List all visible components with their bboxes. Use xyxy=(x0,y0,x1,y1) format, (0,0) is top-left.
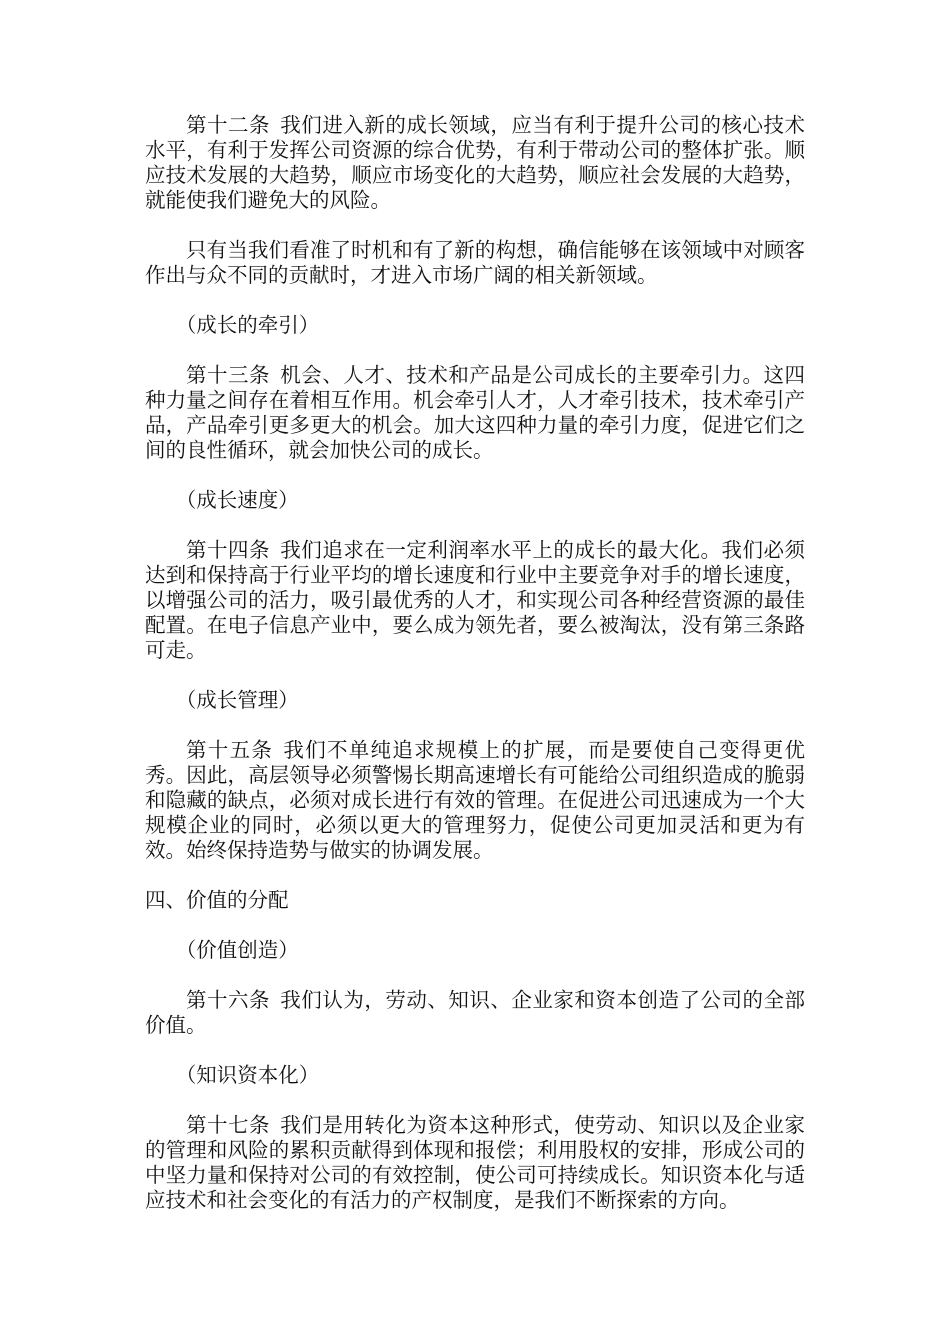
clause-text: 我们是用转化为资本这种形式，使劳动、知识以及企业家的管理和风险的累积贡献得到体现和报偿；利用股权的安排，形成公司的中坚力量和保持对公司的有效控制，使公司可持续成长。知识资本化与适应技术和社会变化的有活力的产权制度，是我们不断探索的方向。 xyxy=(145,1113,806,1212)
clause-text: 我们进入新的成长领域，应当有利于提升公司的核心技术水平，有利于发挥公司资源的综合优势，有利于带动公司的整体扩张。顺应技术发展的大趋势，顺应市场变化的大趋势，顺应社会发展的大趋势，就能使我们避免大的风险。 xyxy=(145,113,806,212)
section-heading-value-distribution: 四、价值的分配 xyxy=(145,888,289,912)
clause-14 xyxy=(145,538,805,663)
clause-16 xyxy=(145,988,805,1038)
subheading-growth-speed: （成长速度） xyxy=(175,488,299,512)
clause-12 xyxy=(145,113,805,213)
clause-text: 我们不单纯追求规模上的扩展，而是要使自己变得更优秀。因此，高层领导必须警惕长期高速增长有可能给公司组织造成的脆弱和隐藏的缺点，必须对成长进行有效的管理。在促进公司迅速成为一个大规模企业的同时，必须以更大的管理努力，促使公司更加灵活和更为有效。始终保持造势与做实的协调发展。 xyxy=(145,738,806,862)
clause-number: 第十七条 xyxy=(186,1113,271,1137)
subheading-growth-traction: （成长的牵引） xyxy=(175,313,320,337)
clause-number: 第十三条 xyxy=(186,363,271,387)
clause-text: 机会、人才、技术和产品是公司成长的主要牵引力。这四种力量之间存在着相互作用。机会牵引人才，人才牵引技术，技术牵引产品，产品牵引更多更大的机会。加大这四种力量的牵引力度，促进它们之间的良性循环，就会加快公司的成长。 xyxy=(145,363,806,462)
clause-number: 第十五条 xyxy=(186,738,274,762)
clause-number: 第十二条 xyxy=(186,113,271,137)
clause-13 xyxy=(145,363,805,463)
paragraph: 只有当我们看准了时机和有了新的构想，确信能够在该领域中对顾客作出与众不同的贡献时，才进入市场广阔的相关新领域。 xyxy=(145,238,805,287)
subheading-value-creation: （价值创造） xyxy=(175,938,299,962)
clause-number: 第十四条 xyxy=(186,538,271,562)
document-page xyxy=(145,113,805,1238)
clause-15 xyxy=(145,738,805,863)
clause-text: 我们认为，劳动、知识、企业家和资本创造了公司的全部价值。 xyxy=(145,988,806,1037)
clause-17 xyxy=(145,1113,805,1213)
clause-text: 我们追求在一定利润率水平上的成长的最大化。我们必须达到和保持高于行业平均的增长速度和行业中主要竞争对手的增长速度，以增强公司的活力，吸引最优秀的人才，和实现公司各种经营资源的最佳配置。在电子信息产业中，要么成为领先者，要么被淘汰，没有第三条路可走。 xyxy=(145,538,806,662)
clause-number: 第十六条 xyxy=(186,988,271,1012)
subheading-knowledge-capitalization: （知识资本化） xyxy=(175,1063,320,1087)
subheading-growth-management: （成长管理） xyxy=(175,688,299,712)
